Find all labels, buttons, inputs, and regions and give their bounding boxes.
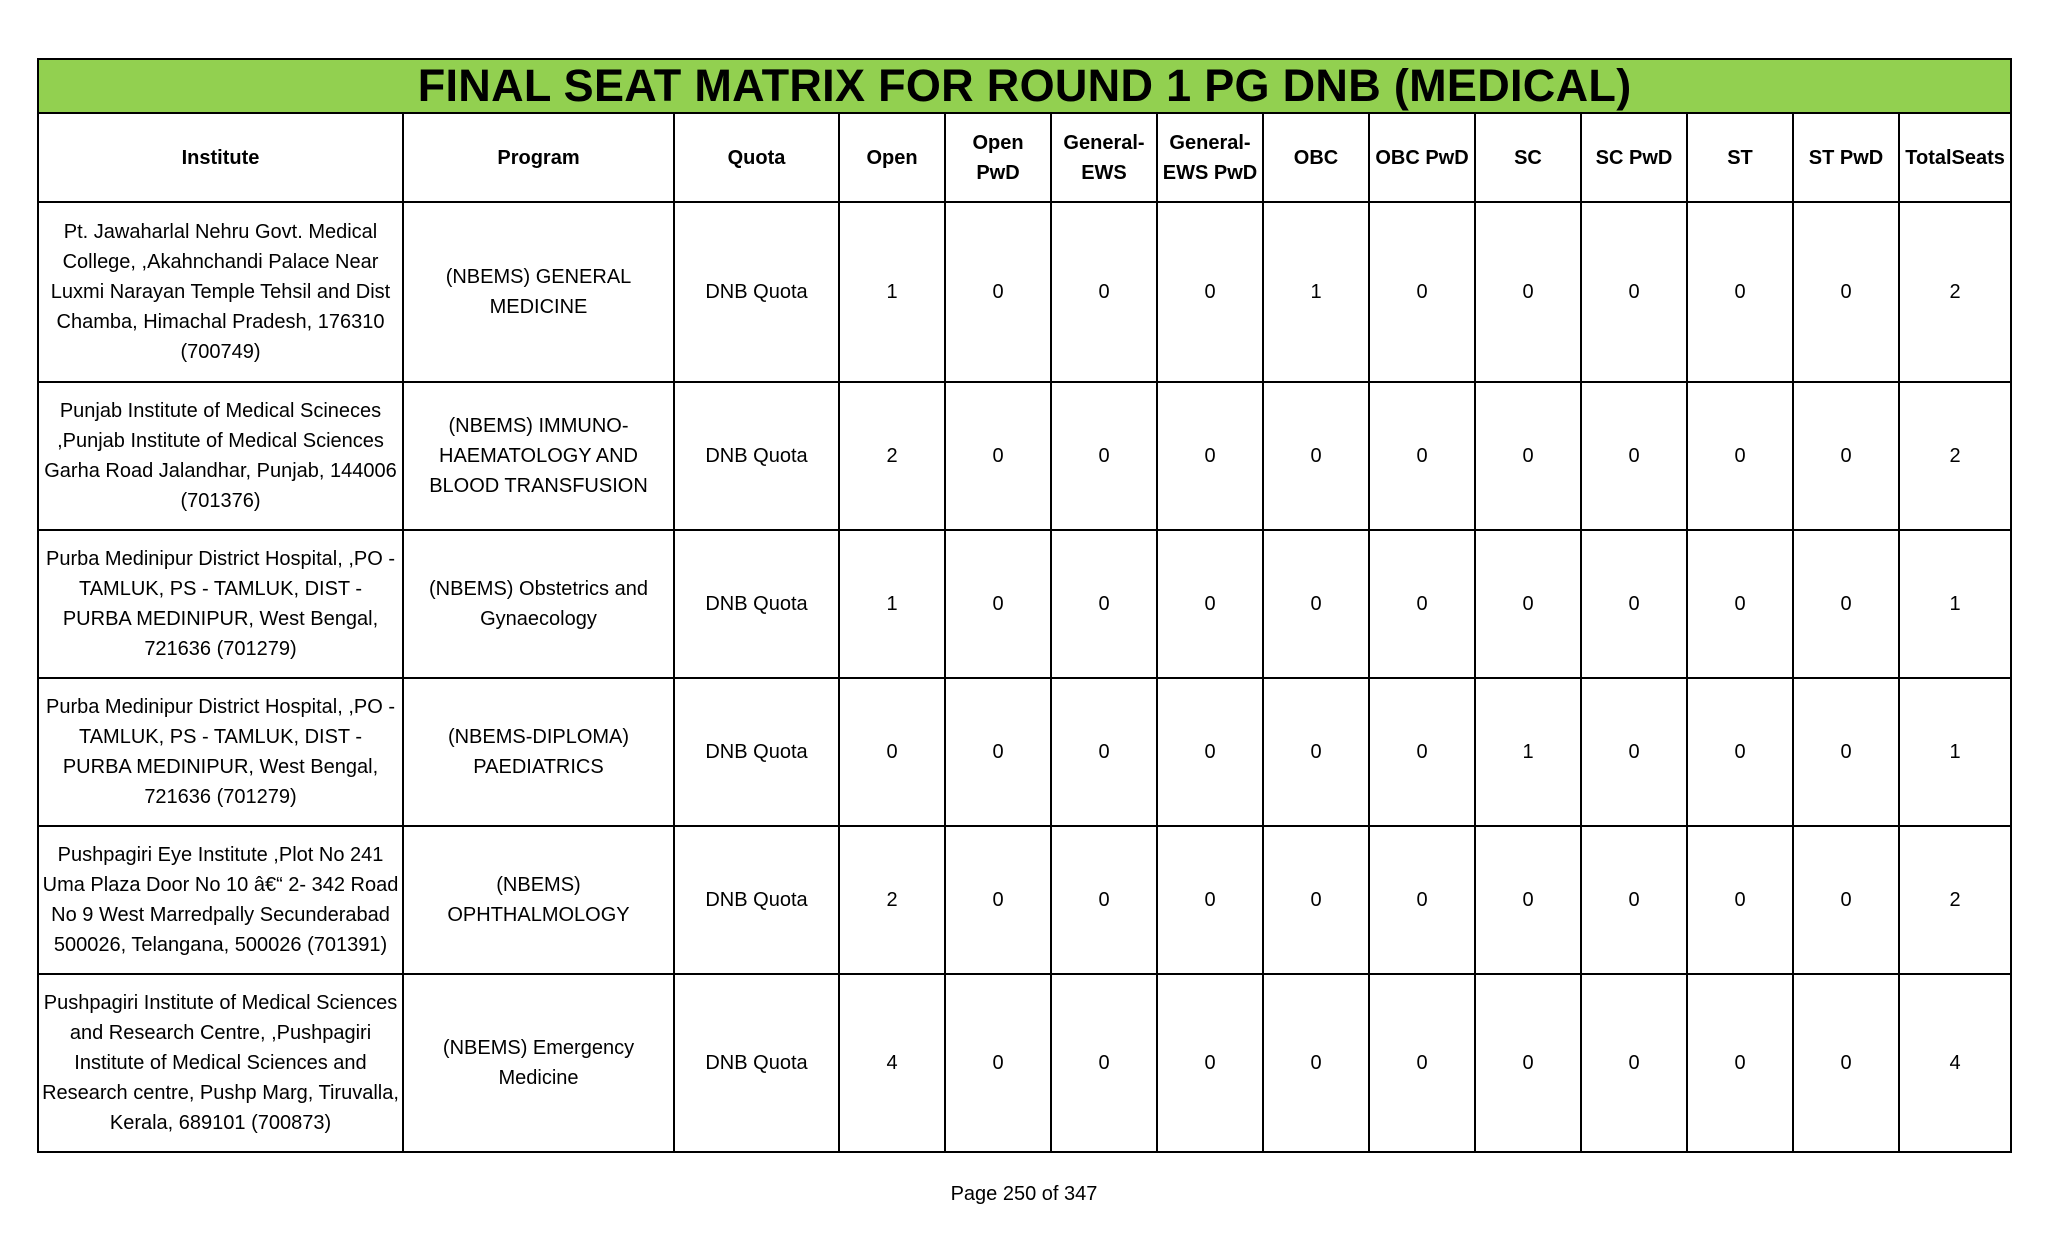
seat-cell: 0	[945, 382, 1051, 530]
seat-cell: 0	[1687, 826, 1793, 974]
seat-cell: 0	[1051, 826, 1157, 974]
page-footer: Page 250 of 347	[950, 1183, 1098, 1205]
seat-cell: 0	[1157, 530, 1263, 678]
column-header: TotalSeats	[1899, 113, 2011, 202]
seat-cell: 0	[1581, 826, 1687, 974]
seat-matrix-sheet	[37, 58, 2010, 1153]
seat-cell: 0	[1051, 382, 1157, 530]
seat-cell: 1	[1263, 202, 1369, 382]
seat-cell: 1	[839, 530, 945, 678]
total-seats-cell: 4	[1899, 974, 2011, 1152]
seat-cell: 0	[1369, 530, 1475, 678]
seat-cell: 0	[1793, 530, 1899, 678]
column-header: General-EWS	[1051, 113, 1157, 202]
seat-cell: 0	[1369, 678, 1475, 826]
seat-cell: 0	[945, 530, 1051, 678]
seat-matrix-table	[37, 58, 2012, 1153]
quota-cell: DNB Quota	[674, 202, 839, 382]
program-cell: (NBEMS) GENERAL MEDICINE	[403, 202, 674, 382]
seat-cell: 2	[839, 382, 945, 530]
column-header: SC PwD	[1581, 113, 1687, 202]
column-header: Open	[839, 113, 945, 202]
institute-cell: Punjab Institute of Medical Scineces ,Punjab Institute of Medical Sciences Garha Road Jalandhar, Punjab, 144006 (701376)	[38, 382, 403, 530]
seat-cell: 0	[945, 202, 1051, 382]
seat-cell: 0	[1263, 974, 1369, 1152]
seat-cell: 0	[1051, 974, 1157, 1152]
seat-cell: 0	[1369, 382, 1475, 530]
seat-cell: 0	[1687, 974, 1793, 1152]
seat-cell: 0	[1793, 382, 1899, 530]
total-seats-cell: 2	[1899, 202, 2011, 382]
institute-cell: Pushpagiri Institute of Medical Sciences and Research Centre, ,Pushpagiri Institute of Medical Sciences and Research centre, Pushp Marg, Tiruvalla, Kerala, 689101 (700873)	[38, 974, 403, 1152]
seat-cell: 0	[1475, 530, 1581, 678]
table-row	[38, 202, 2011, 382]
seat-cell: 0	[1157, 826, 1263, 974]
seat-cell: 0	[1475, 202, 1581, 382]
seat-cell: 0	[1475, 826, 1581, 974]
seat-cell: 0	[1581, 974, 1687, 1152]
institute-cell: Purba Medinipur District Hospital, ,PO - TAMLUK, PS - TAMLUK, DIST - PURBA MEDINIPUR, West Bengal, 721636 (701279)	[38, 678, 403, 826]
seat-cell: 0	[1051, 678, 1157, 826]
seat-cell: 0	[1793, 974, 1899, 1152]
seat-cell: 0	[1157, 974, 1263, 1152]
column-header: Institute	[38, 113, 403, 202]
seat-cell: 0	[1157, 202, 1263, 382]
institute-cell: Pushpagiri Eye Institute ,Plot No 241 Uma Plaza Door No 10 â€“ 2- 342 Road No 9 West Marredpally Secunderabad 500026, Telangana, 500026 (701391)	[38, 826, 403, 974]
institute-cell: Purba Medinipur District Hospital, ,PO - TAMLUK, PS - TAMLUK, DIST - PURBA MEDINIPUR, West Bengal, 721636 (701279)	[38, 530, 403, 678]
seat-cell: 0	[1369, 974, 1475, 1152]
seat-cell: 0	[1687, 530, 1793, 678]
table-row	[38, 678, 2011, 826]
seat-cell: 0	[1475, 382, 1581, 530]
program-cell: (NBEMS) IMMUNO-HAEMATOLOGY AND BLOOD TRANSFUSION	[403, 382, 674, 530]
quota-cell: DNB Quota	[674, 974, 839, 1152]
total-seats-cell: 1	[1899, 530, 2011, 678]
seat-cell: 0	[1581, 530, 1687, 678]
seat-cell: 0	[1793, 678, 1899, 826]
program-cell: (NBEMS) OPHTHALMOLOGY	[403, 826, 674, 974]
seat-cell: 0	[1263, 826, 1369, 974]
seat-cell: 0	[1581, 382, 1687, 530]
table-row	[38, 974, 2011, 1152]
seat-cell: 0	[1263, 530, 1369, 678]
seat-cell: 0	[1475, 974, 1581, 1152]
seat-cell: 0	[1687, 202, 1793, 382]
column-header: SC	[1475, 113, 1581, 202]
seat-cell: 0	[839, 678, 945, 826]
program-cell: (NBEMS) Obstetrics and Gynaecology	[403, 530, 674, 678]
header-row	[38, 113, 2011, 202]
seat-cell: 0	[1051, 202, 1157, 382]
total-seats-cell: 2	[1899, 382, 2011, 530]
program-cell: (NBEMS-DIPLOMA) PAEDIATRICS	[403, 678, 674, 826]
seat-cell: 0	[1369, 826, 1475, 974]
seat-cell: 2	[839, 826, 945, 974]
total-seats-cell: 2	[1899, 826, 2011, 974]
quota-cell: DNB Quota	[674, 678, 839, 826]
column-header: ST PwD	[1793, 113, 1899, 202]
column-header: OBC	[1263, 113, 1369, 202]
seat-cell: 0	[1687, 382, 1793, 530]
seat-cell: 0	[945, 826, 1051, 974]
column-header: OBC PwD	[1369, 113, 1475, 202]
institute-cell: Pt. Jawaharlal Nehru Govt. Medical College, ,Akahnchandi Palace Near Luxmi Narayan Temple Tehsil and Dist Chamba, Himachal Pradesh, 176310 (700749)	[38, 202, 403, 382]
seat-cell: 0	[945, 678, 1051, 826]
seat-cell: 0	[1051, 530, 1157, 678]
seat-cell: 0	[1581, 202, 1687, 382]
quota-cell: DNB Quota	[674, 382, 839, 530]
table-row	[38, 826, 2011, 974]
seat-cell: 0	[1157, 382, 1263, 530]
seat-cell: 1	[839, 202, 945, 382]
table-row	[38, 382, 2011, 530]
seat-cell: 0	[1793, 826, 1899, 974]
seat-cell: 1	[1475, 678, 1581, 826]
column-header: Open PwD	[945, 113, 1051, 202]
seat-cell: 0	[1687, 678, 1793, 826]
seat-cell: 0	[945, 974, 1051, 1152]
column-header: Quota	[674, 113, 839, 202]
seat-cell: 0	[1793, 202, 1899, 382]
page-title: FINAL SEAT MATRIX FOR ROUND 1 PG DNB (MEDICAL)	[38, 59, 2011, 113]
table-row	[38, 530, 2011, 678]
quota-cell: DNB Quota	[674, 826, 839, 974]
seat-cell: 0	[1581, 678, 1687, 826]
total-seats-cell: 1	[1899, 678, 2011, 826]
seat-cell: 0	[1369, 202, 1475, 382]
quota-cell: DNB Quota	[674, 530, 839, 678]
column-header: ST	[1687, 113, 1793, 202]
seat-cell: 0	[1157, 678, 1263, 826]
program-cell: (NBEMS) Emergency Medicine	[403, 974, 674, 1152]
seat-cell: 0	[1263, 678, 1369, 826]
column-header: Program	[403, 113, 674, 202]
seat-cell: 4	[839, 974, 945, 1152]
seat-cell: 0	[1263, 382, 1369, 530]
column-header: General-EWS PwD	[1157, 113, 1263, 202]
